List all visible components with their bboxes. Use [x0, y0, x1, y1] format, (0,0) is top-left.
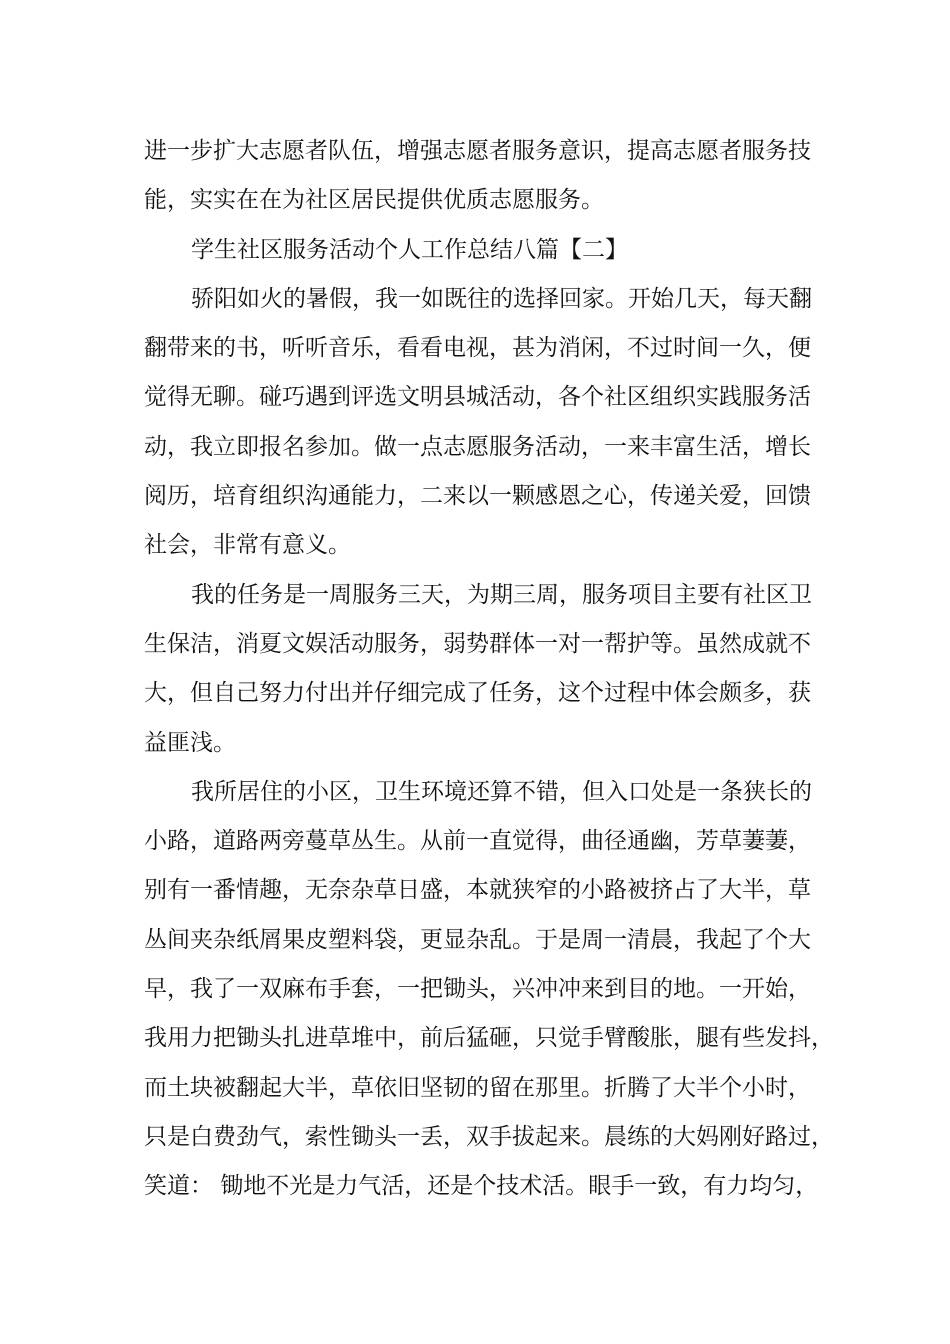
text-line: 能，实实在在为社区居民提供优质志愿服务。: [144, 187, 604, 214]
text-line: 早，我了一双麻布手套，一把锄头，兴冲冲来到目的地。一开始，: [144, 976, 811, 1003]
text-line: 小路，道路两旁蔓草丛生。从前一直觉得，曲径通幽，芳草萋萋，: [144, 828, 811, 855]
text-line: 只是白费劲气，索性锄头一丢，双手拔起来。晨练的大妈刚好路过，: [144, 1123, 834, 1150]
section-heading: [144, 226, 824, 275]
text-line: 而土块被翻起大半，草依旧坚韧的留在那里。折腾了大半个小时，: [144, 1074, 811, 1101]
text-line: 我用力把锄头扎进草堆中，前后猛砸，只觉手臂酸胀，腿有些发抖，: [144, 1025, 834, 1052]
paragraph-2: [144, 275, 824, 571]
text-line: 社会，非常有意义。: [144, 532, 351, 559]
text-line: 生保洁，消夏文娱活动服务，弱势群体一对一帮护等。虽然成就不: [144, 630, 811, 657]
text-line: 丛间夹杂纸屑果皮塑料袋，更显杂乱。于是周一清晨，我起了个大: [144, 926, 811, 953]
section-heading-text: 学生社区服务活动个人工作总结八篇【二】: [191, 236, 628, 263]
text-line: 动，我立即报名参加。做一点志愿服务活动，一来丰富生活，增长: [144, 433, 811, 460]
text-line: 笑道： 锄地不光是力气活，还是个技术活。眼手一致，有力均匀，: [144, 1173, 819, 1200]
document-body: [144, 127, 834, 1212]
text-line: 骄阳如火的暑假，我一如既往的选择回家。开始几天，每天翻: [191, 285, 812, 312]
text-line: 翻带来的书，听听音乐，看看电视，甚为消闲，不过时间一久，便: [144, 335, 811, 362]
paragraph-4: [144, 768, 834, 1212]
text-line: 益匪浅。: [144, 729, 236, 756]
text-line: 进一步扩大志愿者队伍，增强志愿者服务意识，提高志愿者服务技: [144, 138, 811, 164]
text-line: 觉得无聊。碰巧遇到评选文明县城活动，各个社区组织实践服务活: [144, 384, 811, 411]
text-line: 别有一番情趣，无奈杂草日盛，本就狭窄的小路被挤占了大半，草: [144, 877, 811, 904]
paragraph-3: [144, 571, 824, 768]
text-line: 大，但自己努力付出并仔细完成了任务，这个过程中体会颇多，获: [144, 680, 811, 707]
paragraph-1: [144, 127, 824, 226]
text-line: 阅历，培育组织沟通能力，二来以一颗感恩之心，传递关爱，回馈: [144, 483, 811, 510]
text-line: 我的任务是一周服务三天，为期三周，服务项目主要有社区卫: [191, 581, 812, 608]
text-line: 我所居住的小区，卫生环境还算不错，但入口处是一条狭长的: [191, 778, 812, 805]
